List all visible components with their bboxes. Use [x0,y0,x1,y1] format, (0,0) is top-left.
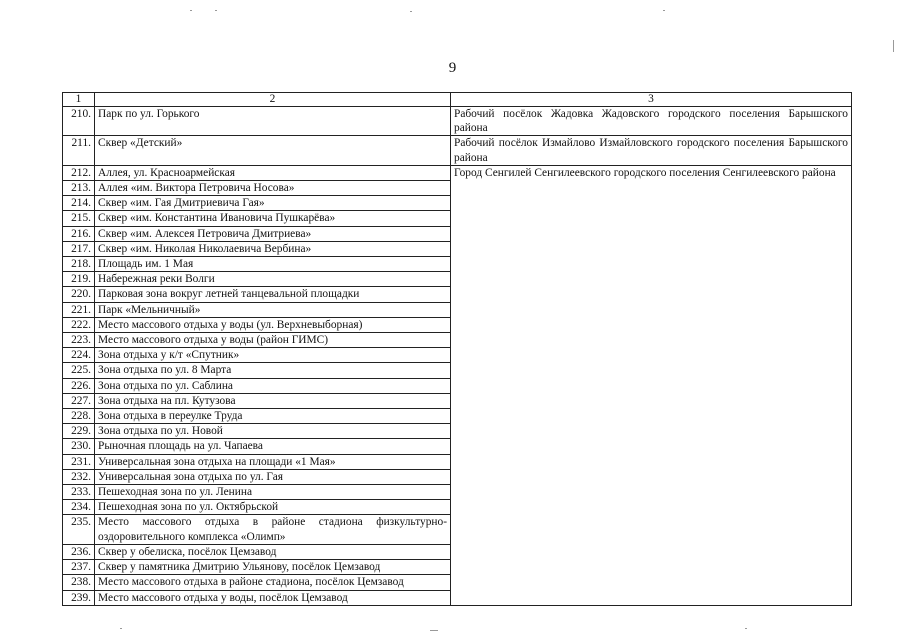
column-header-name: 2 [95,93,451,107]
row-number: 223. [63,333,95,348]
row-name: Сквер «им. Алексея Петровича Дмитриева» [95,226,451,241]
scan-speck [430,630,438,631]
row-name: Площадь им. 1 Мая [95,257,451,272]
scan-speck [410,11,412,12]
row-number: 236. [63,544,95,559]
row-number: 211. [63,136,95,165]
row-name: Рыночная площадь на ул. Чапаева [95,439,451,454]
row-name: Место массового отдыха у воды, посёлок Цемзавод [95,590,451,605]
row-number: 228. [63,409,95,424]
row-name: Парк по ул. Горького [95,107,451,136]
row-number: 217. [63,241,95,256]
row-number: 222. [63,317,95,332]
row-number: 214. [63,196,95,211]
row-number: 212. [63,165,95,180]
row-number: 215. [63,211,95,226]
row-location: Рабочий посёлок Измайлово Измайловского городского поселения Барышского района [451,136,852,165]
table-row [63,136,852,165]
row-name: Аллея «им. Виктора Петровича Носова» [95,181,451,196]
row-name: Зона отдыха на пл. Кутузова [95,393,451,408]
row-number: 227. [63,393,95,408]
row-name: Аллея, ул. Красноармейская [95,165,451,180]
column-header-location: 3 [451,93,852,107]
row-number: 210. [63,107,95,136]
row-name: Сквер у обелиска, посёлок Цемзавод [95,544,451,559]
row-name: Пешеходная зона по ул. Ленина [95,485,451,500]
table-row [63,165,852,180]
row-number: 231. [63,454,95,469]
scan-speck [893,40,894,52]
scan-speck [663,10,665,11]
row-name: Зона отдыха по ул. Новой [95,424,451,439]
table-row [63,107,852,136]
row-name: Место массового отдыха у воды (ул. Верхневыборная) [95,317,451,332]
row-number: 239. [63,590,95,605]
row-number: 230. [63,439,95,454]
row-name: Парк «Мельничный» [95,302,451,317]
scan-speck [120,628,122,629]
row-location: Рабочий посёлок Жадовка Жадовского городского поселения Барышского района [451,107,852,136]
row-name: Зона отдыха по ул. Саблина [95,378,451,393]
row-number: 218. [63,257,95,272]
row-name: Сквер «им. Константина Ивановича Пушкарёва» [95,211,451,226]
row-number: 232. [63,469,95,484]
row-name: Место массового отдыха в районе стадиона физкультурно-оздоровительного комплекса «Олимп» [95,515,451,544]
row-name: Место массового отдыха у воды (район ГИМС) [95,333,451,348]
row-number: 237. [63,560,95,575]
row-number: 233. [63,485,95,500]
row-name: Пешеходная зона по ул. Октябрьской [95,500,451,515]
row-number: 224. [63,348,95,363]
row-name: Зона отдыха у к/т «Спутник» [95,348,451,363]
row-number: 221. [63,302,95,317]
row-number: 235. [63,515,95,544]
row-name: Универсальная зона отдыха по ул. Гая [95,469,451,484]
column-header-number: 1 [63,93,95,107]
row-location: Город Сенгилей Сенгилеевского городского поселения Сенгилеевского района [451,165,852,605]
row-number: 216. [63,226,95,241]
row-name: Парковая зона вокруг летней танцевальной площадки [95,287,451,302]
row-number: 219. [63,272,95,287]
locations-table [62,92,852,606]
row-name: Сквер «им. Гая Дмитриевича Гая» [95,196,451,211]
scan-speck [215,10,217,11]
row-name: Набережная реки Волги [95,272,451,287]
row-number: 234. [63,500,95,515]
row-name: Место массового отдыха в районе стадиона, посёлок Цемзавод [95,575,451,590]
scan-speck [745,628,747,629]
row-number: 229. [63,424,95,439]
row-number: 220. [63,287,95,302]
row-name: Зона отдыха в переулке Труда [95,409,451,424]
row-name: Зона отдыха по ул. 8 Марта [95,363,451,378]
row-name: Универсальная зона отдыха на площади «1 Мая» [95,454,451,469]
row-number: 225. [63,363,95,378]
row-name: Сквер «Детский» [95,136,451,165]
row-number: 213. [63,181,95,196]
row-name: Сквер у памятника Дмитрию Ульянову, посёлок Цемзавод [95,560,451,575]
table-header-row [63,93,852,107]
row-number: 238. [63,575,95,590]
row-number: 226. [63,378,95,393]
scan-speck [190,10,192,11]
page-number: 9 [448,60,457,76]
row-name: Сквер «им. Николая Николаевича Вербина» [95,241,451,256]
